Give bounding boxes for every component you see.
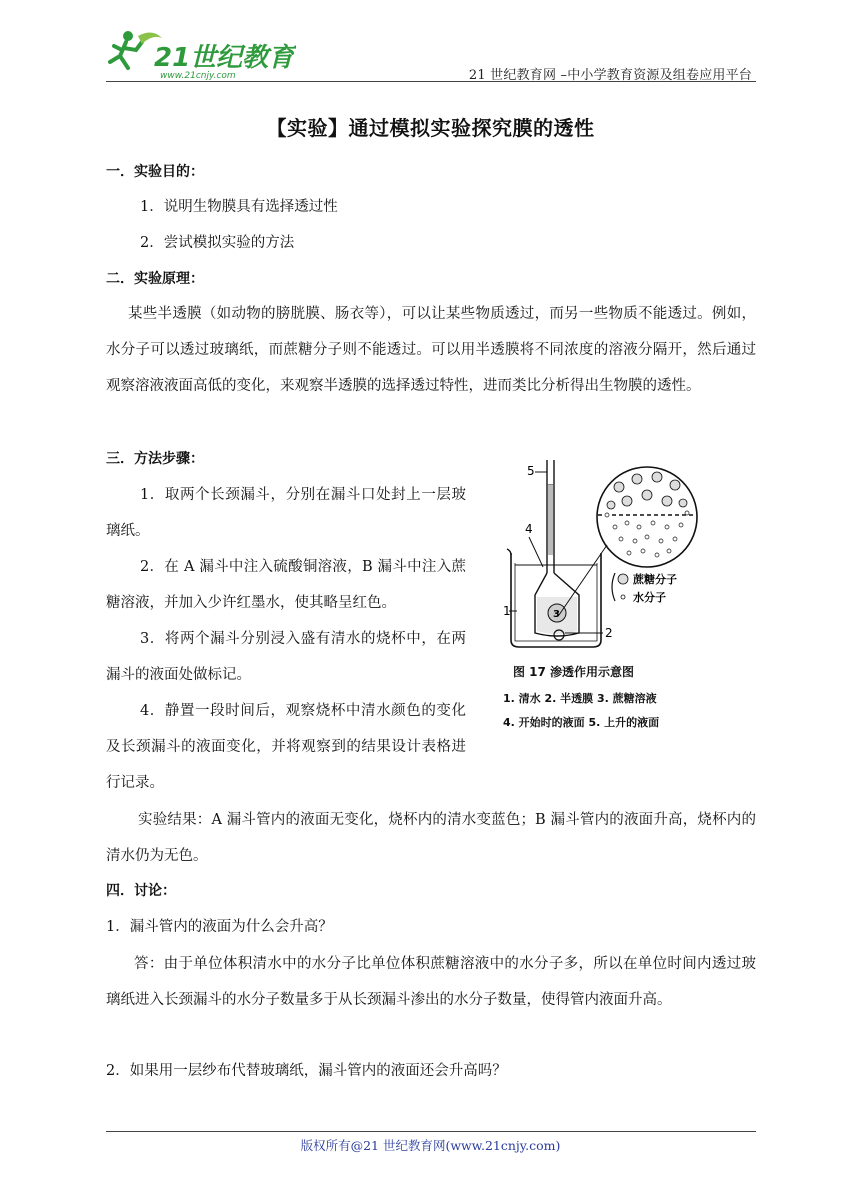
site-logo [106, 28, 296, 80]
answer-1: 答：由于单位体积清水中的水分子比单位体积蔗糖溶液中的水分子多，所以在单位时间内透过玻璃纸进入长颈漏斗的水分子数量多于从长颈漏斗渗出的水分子数量，使得管内液面升高。 [106, 956, 756, 1008]
osmosis-figure [497, 455, 737, 755]
section-heading-principle: 二．实验原理： [106, 271, 204, 287]
purpose-item: 1．说明生物膜具有选择透过性 [140, 199, 338, 215]
svg-text:2: 2 [605, 626, 613, 640]
figure-caption-title: 图 17 渗透作用示意图 [513, 665, 635, 679]
step-item: 1．取两个长颈漏斗，分别在漏斗口处封上一层玻璃纸。 [106, 487, 466, 539]
principle-paragraph: 某些半透膜（如动物的膀胱膜、肠衣等），可以让某些物质透过，而另一些物质不能透过。例如，水分子可以透过玻璃纸，而蔗糖分子则不能透过。可以用半透膜将不同浓度的溶液分隔开，然后通过观察溶液液面高低的变化，来观察半透膜的选择透过特性，进而类比分析得出生物膜的透性。 [106, 306, 756, 394]
copyright-footer[interactable]: 版权所有@21 世纪教育网(www.21cnjy.com) [300, 1138, 561, 1153]
svg-text:1: 1 [503, 604, 511, 618]
result-paragraph: 实验结果：A 漏斗管内的液面无变化，烧杯内的清水变蓝色；B 漏斗管内的液面升高，烧杯内的清水仍为无色。 [106, 812, 756, 864]
section-heading-purpose: 一．实验目的： [106, 164, 204, 180]
step-item: 4．静置一段时间后，观察烧杯中清水颜色的变化及长颈漏斗的液面变化，并将观察到的结果设计表格进行记录。 [106, 703, 466, 791]
figure-caption [503, 663, 733, 730]
footer-rule [106, 1131, 756, 1132]
question-1: 1．漏斗管内的液面为什么会升高？ [106, 919, 333, 935]
svg-text:www.21cnjy.com: www.21cnjy.com [160, 71, 236, 80]
question-2: 2．如果用一层纱布代替玻璃纸，漏斗管内的液面还会升高吗？ [106, 1063, 507, 1079]
svg-text:4: 4 [525, 522, 533, 536]
svg-text:5: 5 [527, 464, 535, 478]
section-heading-steps: 三．方法步骤： [106, 451, 204, 467]
section-heading-discussion: 四．讨论： [106, 883, 176, 899]
header-rule [106, 81, 756, 82]
figure-caption-line: 4. 开始时的液面 5. 上升的液面 [503, 716, 660, 729]
site-tagline: 21 世纪教育网 –中小学教育资源及组卷应用平台 [468, 68, 752, 83]
svg-text:水分子: 水分子 [633, 591, 666, 604]
figure-caption-line: 1. 清水 2. 半透膜 3. 蔗糖溶液 [503, 692, 657, 705]
osmosis-diagram [497, 455, 737, 655]
page-title: 【实验】通过模拟实验探究膜的透性 [266, 116, 595, 140]
svg-text:蔗糖分子: 蔗糖分子 [633, 573, 677, 586]
step-item: 2．在 A 漏斗中注入硫酸铜溶液，B 漏斗中注入蔗糖溶液，并加入少许红墨水，使其略呈红色。 [106, 559, 466, 611]
step-item: 3．将两个漏斗分别浸入盛有清水的烧杯中，在两漏斗的液面处做标记。 [106, 631, 466, 683]
page-header [106, 28, 756, 83]
purpose-item: 2．尝试模拟实验的方法 [140, 235, 295, 251]
svg-text:21世纪教育: 21世纪教育 [154, 43, 295, 73]
svg-text:3: 3 [553, 609, 560, 620]
